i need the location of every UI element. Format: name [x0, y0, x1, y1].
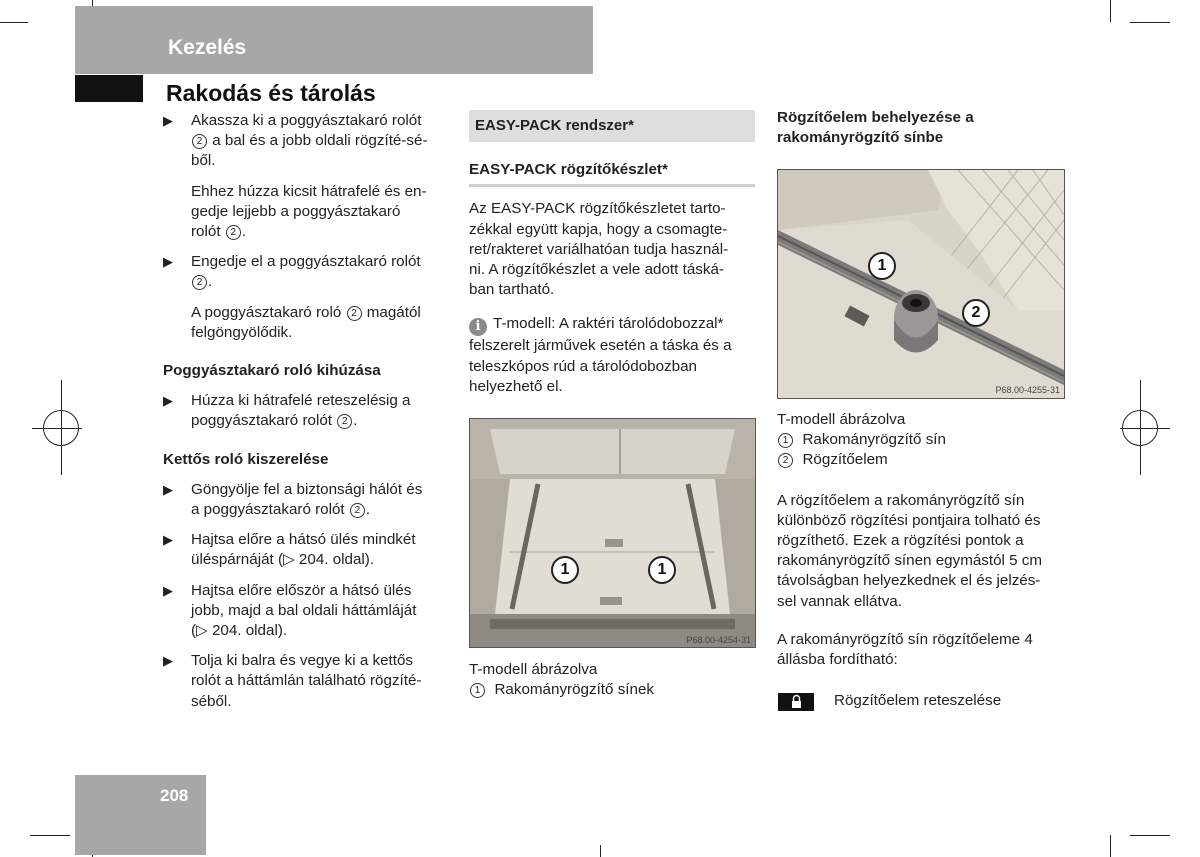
crop-mark — [0, 22, 28, 23]
trunk-illustration — [470, 419, 755, 647]
legend-item: 1 Rakományrögzítő sínek — [469, 680, 755, 700]
lock-icon — [778, 693, 814, 711]
crop-mark — [30, 835, 70, 836]
callout-1: 1 — [551, 556, 579, 584]
header-bar — [75, 6, 593, 74]
instruction-step: ▶ Akassza ki a poggyásztakaró rolót 2 a bal és a jobb oldali rögzíté-sé- ből. — [163, 112, 428, 170]
callout-1: 1 — [868, 252, 896, 280]
caption: T-modell ábrázolva — [777, 411, 906, 428]
legend-item: 2 Rögzítőelem — [777, 450, 1067, 470]
crop-mark — [600, 845, 601, 857]
bullet-triangle-icon: ▶ — [163, 653, 173, 669]
paragraph: Az EASY-PACK rögzítőkészletet tarto- zékkal együtt kapja, hogy a csomagte- ret/rakteret variálhatóan tudja használ- ni. A rögzítőkészlet a vele adott táská- ban tartható. — [469, 200, 729, 299]
rail-illustration — [778, 170, 1064, 398]
info-note: i T-modell: A raktéri tárolódobozzal* felszerelt járművek esetén a táska és a teleszkópos rúd a tárolódobozban helyezhető el. — [469, 315, 732, 395]
crop-mark — [1130, 835, 1170, 836]
bullet-triangle-icon: ▶ — [163, 532, 173, 548]
page-number: 208 — [160, 786, 189, 805]
rail-photo — [777, 169, 1065, 399]
paragraph: A rögzítőelem a rakományrögzítő sín különböző rögzítési pontjaira tolható és rögzíthető. Ezek a rögzítési pontok a rakományrögzítő sínen egymástól 5 cm távolságban helyezkednek el és jelzés- sel vannak ellátva. — [777, 491, 1043, 610]
instruction-step: ▶ Tolja ki balra és vegye ki a kettős rolót a háttámlán található rögzíté- séből. — [163, 652, 422, 710]
registration-mark — [1122, 410, 1158, 446]
instruction-step: ▶ Hajtsa előre a hátsó ülés mindkét üléspárnáját (▷ 204. oldal). — [163, 531, 416, 569]
crop-mark — [1110, 835, 1111, 857]
figure-caption — [469, 660, 755, 700]
trunk-photo — [469, 418, 756, 648]
bullet-triangle-icon: ▶ — [163, 481, 173, 497]
column-right — [777, 108, 1067, 148]
info-icon: i — [469, 318, 487, 336]
subheading: Rögzítőelem behelyezése a rakományrögzítő sínbe — [777, 109, 974, 147]
instruction-step: ▶ Göngyölje fel a biztonsági hálót és a poggyásztakaró rolót 2 . — [163, 480, 423, 519]
registration-mark — [43, 410, 79, 446]
crop-mark — [1110, 0, 1111, 22]
photo-code: P68.00-4254-31 — [686, 635, 751, 645]
crop-mark — [1130, 22, 1170, 23]
section-title: Rakodás és tárolás — [166, 80, 376, 106]
column-right-text — [777, 410, 1067, 680]
subheading: EASY-PACK rögzítőkészlet* — [469, 160, 755, 187]
instruction-step: ▶ Engedje el a poggyásztakaró rolót 2 . — [163, 253, 421, 291]
caption: T-modell ábrázolva — [469, 661, 598, 678]
callout-1: 1 — [648, 556, 676, 584]
instruction-step: ▶ Húzza ki hátrafelé reteszelésig a poggyásztakaró rolót 2 . — [163, 392, 411, 430]
paragraph: A poggyásztakaró roló 2 magától felgöngyölődik. — [191, 303, 421, 341]
legend-item: 1 Rakományrögzítő sín — [777, 430, 1067, 450]
paragraph: Ehhez húzza kicsit hátrafelé és en- gedje lejjebb a poggyásztakaró rolót 2 . — [191, 182, 427, 241]
subheading: Kettős roló kiszerelése — [163, 450, 329, 468]
column-left — [163, 111, 448, 722]
bullet-triangle-icon: ▶ — [163, 113, 173, 128]
subheading: Poggyásztakaró roló kihúzása — [163, 362, 381, 380]
instruction-step: ▶ Hajtsa előre először a hátsó ülés jobb, majd a bal oldali háttámláját (▷ 204. oldal). — [163, 581, 417, 640]
paragraph: A rakományrögzítő sín rögzítőeleme 4 állásba fordítható: — [777, 630, 1033, 669]
column-middle — [469, 110, 755, 407]
section-heading: EASY-PACK rendszer* — [469, 110, 755, 142]
lock-label: Rögzítőelem reteszelése — [834, 692, 1002, 709]
bullet-triangle-icon: ▶ — [163, 582, 173, 598]
callout-2: 2 — [962, 299, 990, 327]
chapter-title: Kezelés — [168, 36, 247, 59]
bullet-triangle-icon: ▶ — [163, 393, 173, 409]
bullet-triangle-icon: ▶ — [163, 254, 173, 270]
photo-code: P68.00-4255-31 — [995, 385, 1060, 395]
section-marker — [75, 75, 143, 102]
